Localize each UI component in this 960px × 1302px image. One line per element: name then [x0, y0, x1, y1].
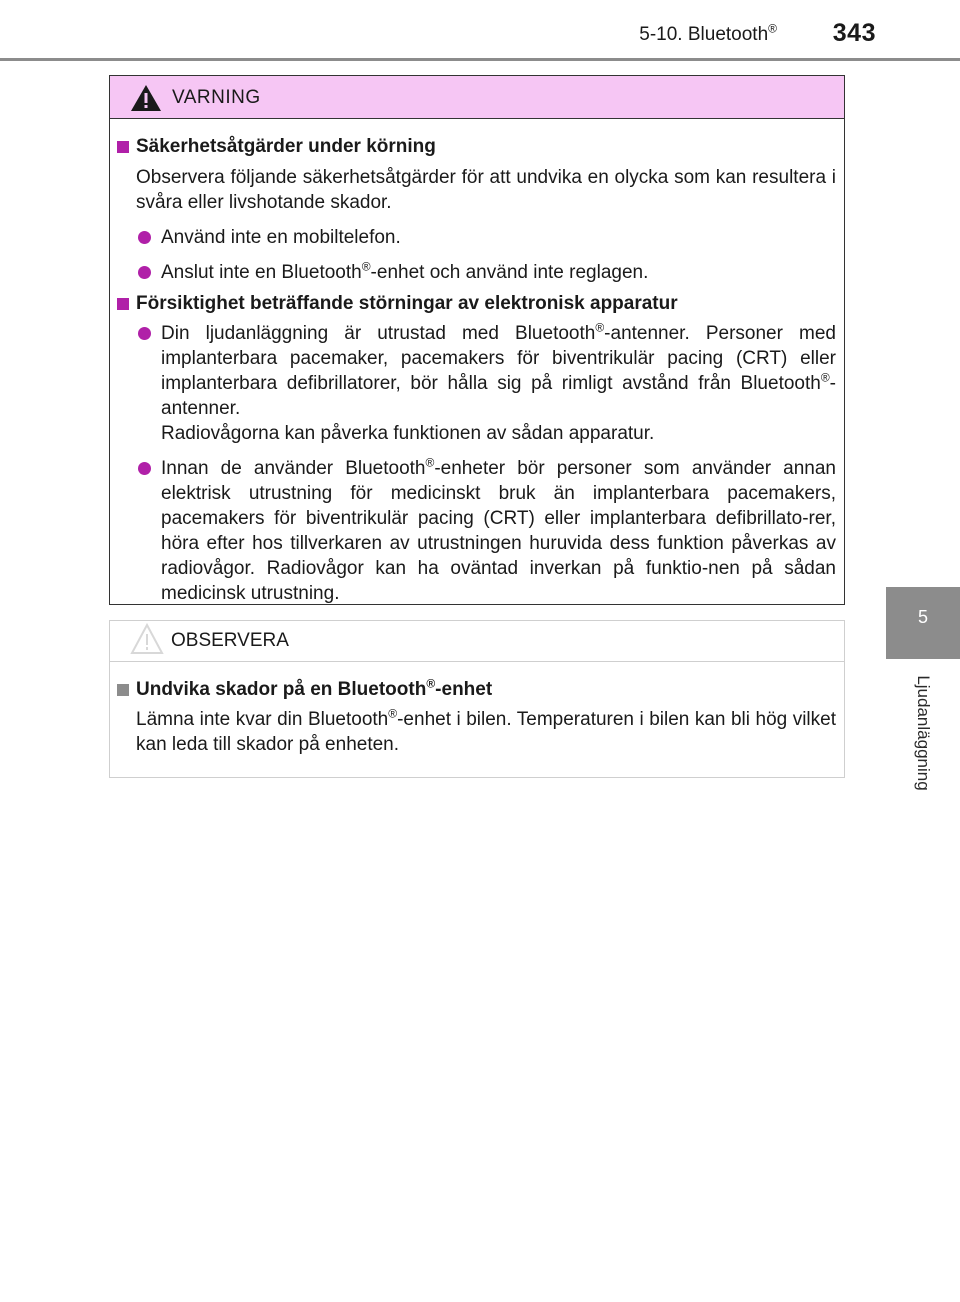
- notice-box: [109, 620, 845, 778]
- bullet-dot-icon: [138, 266, 151, 279]
- warning-section-interference-title: Försiktighet beträffande störningar av elektronisk apparatur: [116, 290, 836, 318]
- list-item: Innan de använder Bluetooth®-enheter bör personer som använder annan elektrisk utrustning för medicinskt bruk än implanterbara pacemakers, pacemakers för biventrikulär pacing (CRT) eller implanterbara defibrillato-rer, höra efter hos tillverkaren av utrustningen huruvida dess funktion påverkas av radiovågor. Radiovågor kan ha oväntad inverkan på funktio-nen på sådan medicinsk utrustning.: [116, 456, 836, 606]
- notice-header: [110, 621, 844, 662]
- bullet-dot-icon: [138, 327, 151, 340]
- warning-section-driving-title: Säkerhetsåtgärder under körning: [116, 133, 836, 161]
- notice-title: OBSERVERA: [171, 630, 289, 651]
- list-item: Använd inte en mobiltelefon.: [116, 225, 836, 250]
- section-title: 5-10. Bluetooth®: [639, 21, 777, 45]
- chapter-tab: [886, 587, 960, 659]
- chapter-number: 5: [917, 607, 928, 627]
- warning-driving-intro: Observera följande säkerhetsåtgärder för att undvika en olycka som kan resultera i svåra eller livshotande skador.: [136, 167, 836, 213]
- warning-box: [109, 75, 845, 605]
- warning-title: VARNING: [172, 87, 261, 108]
- page-header: [0, 0, 960, 60]
- list-item: Anslut inte en Bluetooth®-enhet och använd inte reglagen.: [116, 260, 836, 285]
- header-divider: [0, 58, 960, 61]
- notice-section-title: Undvika skador på en Bluetooth®-enhet: [116, 676, 836, 704]
- bullet-dot-icon: [138, 462, 151, 475]
- square-bullet-icon: [117, 684, 129, 696]
- warning-triangle-icon: [130, 84, 162, 112]
- square-bullet-icon: [117, 298, 129, 310]
- page-number: 343: [832, 19, 876, 47]
- bullet-dot-icon: [138, 231, 151, 244]
- notice-text: Lämna inte kvar din Bluetooth®-enhet i bilen. Temperaturen i bilen kan bli hög vilket kan leda till skador på enheten.: [136, 706, 836, 755]
- list-item: Din ljudanläggning är utrustad med Bluetooth®-antenner. Personer med implanterbara pacemaker, pacemakers för biventrikulär pacing (CRT) eller implanterbara defibrillatorer, bör hålla sig på rimligt avstånd från Bluetooth®-antenner. Radiovågorna kan påverka funktionen av sådan apparatur.: [116, 321, 836, 446]
- square-bullet-icon: [117, 141, 129, 153]
- caution-triangle-icon: [130, 623, 164, 655]
- warning-header: [110, 76, 844, 119]
- chapter-label: Ljudanläggning: [914, 675, 933, 791]
